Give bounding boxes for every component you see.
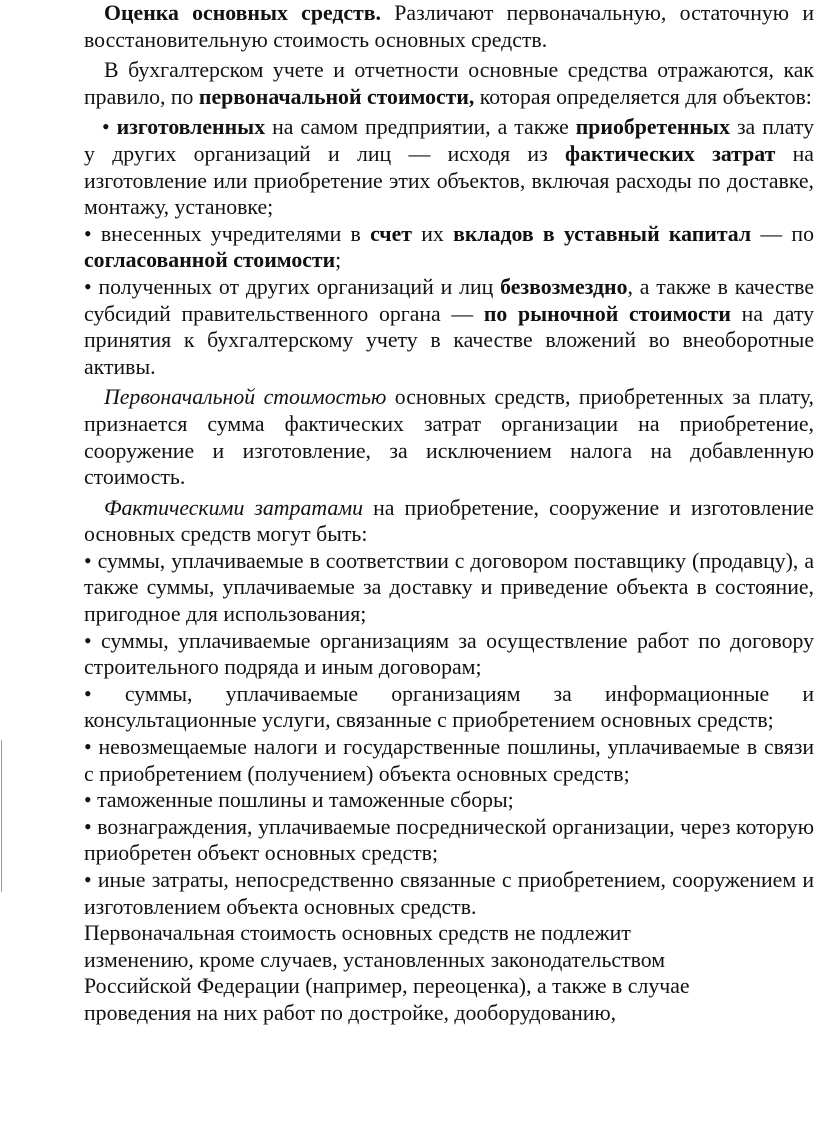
bullet-text: , а также в качестве субсидий правительственного органа —: [84, 274, 814, 326]
bullet-text: за плату у других организаций и лиц — исходя из: [84, 115, 814, 166]
italic-term-actual-costs: Фактическими затратами: [104, 495, 364, 520]
bullet-manufactured: [84, 114, 814, 220]
bold-term-agreed-value: согласованной стоимости: [84, 248, 336, 273]
list-item: • таможенные пошлины и таможенные сборы;: [84, 788, 514, 813]
bold-term-free: безвозмездно: [500, 274, 628, 299]
bullet-text: на дату принятия к бухгалтерскому учету в качестве вложений во внеоборотные активы.: [84, 301, 815, 379]
section-heading: Оценка основных средств.: [104, 1, 381, 25]
accounting-text-2: которая определяется для объектов:: [474, 84, 812, 109]
bullet-marker: •: [84, 274, 99, 299]
list-item: • суммы, уплачиваемые организациям за осуществление работ по договору строительного подряда и иным договорам;: [84, 628, 814, 680]
bullet-text: на изготовление или приобретение этих объектов, включая расходы по доставке, монтажу, установке;: [84, 141, 814, 220]
final-line: Первоначальная стоимость основных средств не подлежит: [84, 921, 631, 946]
bullet-text: полученных от других организаций и лиц: [98, 274, 501, 299]
italic-term-initial-cost: Первоначальной стоимостью: [104, 385, 387, 410]
bullet-text: их: [411, 221, 454, 246]
final-line: проведения на них работ по достройке, дооборудованию,: [84, 1000, 617, 1025]
bullet-contributed: [84, 221, 814, 274]
initial-cost-text: основных средств, приобретенных за плату, признается сумма фактических затрат организации на приобретение, сооружение и изготовление, за исключением налога на добавленную стоимость.: [84, 385, 814, 490]
bullet-text: — по: [751, 221, 814, 246]
bullet-free-of-charge: [84, 274, 814, 380]
accounting-text-1: В бухгалтерском учете и отчетности основные средства отражаются, как правило, по: [84, 58, 814, 109]
paragraph-accounting: [84, 57, 814, 110]
actual-costs-text: на приобретение, сооружение и изготовление основных средств могут быть:: [84, 495, 814, 547]
bold-term-account: счет: [370, 221, 412, 246]
bold-term-actual-costs: фактических затрат: [565, 141, 776, 166]
list-item: • суммы, уплачиваемые организациям за информационные и консультационные услуги, связанные с приобретением основных средств;: [84, 681, 814, 733]
bullet-text: внесенных учредителями в: [100, 221, 371, 246]
bullet-text: на самом предприятии, а также: [265, 115, 576, 140]
bold-term-purchased: приобретенных: [575, 115, 730, 140]
bullet-marker: •: [102, 115, 117, 140]
list-item: • вознаграждения, уплачиваемые посреднической организации, через которую приобретен объект основных средств;: [84, 814, 814, 866]
list-item: • суммы, уплачиваемые в соответствии с договором поставщику (продавцу), а также суммы, уплачиваемые за доставку и приведение объекта в состояние, пригодное для использования;: [84, 548, 814, 627]
document-page: [84, 0, 814, 1027]
list-item: • иные затраты, непосредственно связанные с приобретением, сооружением и изготовлением объекта основных средств.: [84, 868, 814, 919]
paragraph-intro: [84, 0, 814, 53]
paragraph-initial-cost: [84, 384, 814, 490]
final-line: изменению, кроме случаев, установленных законодательством: [84, 947, 666, 972]
bold-term-charter-capital: вкладов в уставный капитал: [453, 221, 752, 246]
paragraph-final: [84, 920, 814, 1026]
bullet-marker: •: [84, 221, 101, 246]
accounting-bold-term: первоначальной стоимости,: [198, 84, 475, 109]
intro-text: Различают первоначальную, остаточную и восстановительную стоимость основных средств.: [84, 1, 814, 52]
paragraph-actual-costs: [84, 495, 814, 548]
bold-term-market-value: по рыночной стоимости: [483, 301, 731, 326]
final-line: Российской Федерации (например, переоценка), а также в случае: [84, 974, 690, 999]
list-item: • невозмещаемые налоги и государственные пошлины, уплачиваемые в связи с приобретением (получением) объекта основных средств;: [84, 735, 814, 786]
page-edge-line: [1, 740, 2, 892]
bullet-text: ;: [335, 248, 342, 273]
bold-term-manufactured: изготовленных: [116, 115, 266, 140]
